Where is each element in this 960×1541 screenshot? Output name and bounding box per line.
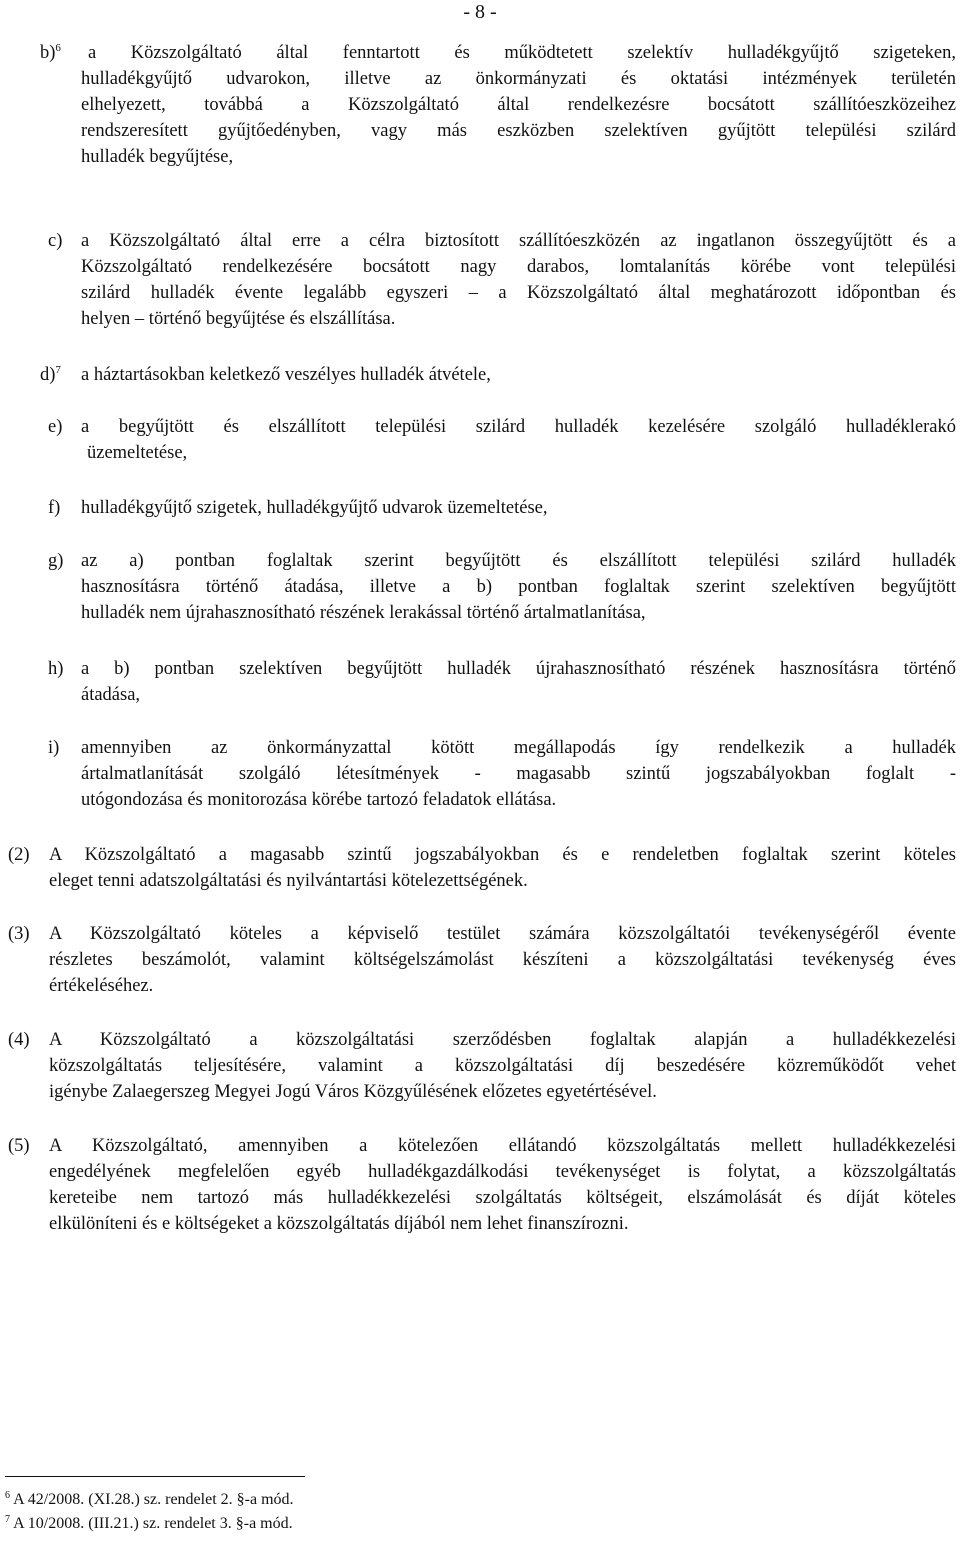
- item-b-line: elhelyezett, továbbá a Közszolgáltató által rendelkezésre bocsátott szállítóeszközeihez: [81, 95, 956, 115]
- item-b-letter: b): [40, 43, 56, 63]
- item-c-line: helyen – történő begyűjtése és elszállítása.: [81, 309, 396, 329]
- item-f-text: [81, 495, 956, 521]
- item-g-line: hulladék nem újrahasznosítható részének lerakással történő ártalmatlanítása,: [81, 603, 646, 623]
- item-e-line: a begyűjtött és elszállított települési szilárd hulladék kezelésére szolgáló hulladéklerakó: [81, 417, 956, 437]
- page-number: - 8 -: [463, 1, 497, 23]
- footnote-text: A 10/2008. (III.21.) sz. rendelet 3. §-a mód.: [13, 1515, 293, 1532]
- item-i-label: i): [48, 738, 60, 758]
- item-h-line: átadása,: [81, 685, 141, 705]
- item-e-text: [81, 414, 956, 466]
- paragraph-2-text: [49, 842, 956, 894]
- item-b-label: [40, 40, 61, 66]
- footnote-ref-6: 6: [55, 42, 61, 54]
- item-d-letter: d): [40, 365, 56, 385]
- item-g-line: az a) pontban foglaltak szerint begyűjtött és elszállított települési szilárd hulladék: [81, 551, 956, 571]
- item-g-label: g): [48, 551, 64, 571]
- footnote-ref-7: 7: [55, 364, 61, 376]
- item-c-line: a Közszolgáltató által erre a célra biztosított szállítóeszközén az ingatlanon összegyűjtött és a: [81, 231, 956, 251]
- paragraph-2-line: A Közszolgáltató a magasabb szintű jogszabályokban és e rendeletben foglaltak szerint köteles: [49, 845, 956, 865]
- footnote-separator: [5, 1476, 305, 1477]
- item-d-label: [40, 362, 61, 388]
- item-b-line: hulladék begyűjtése,: [81, 147, 234, 167]
- paragraph-4-line: igénybe Zalaegerszeg Megyei Jogú Város Közgyűlésének előzetes egyetértésével.: [49, 1082, 657, 1102]
- item-i-line: amennyiben az önkormányzattal kötött megállapodás így rendelkezik a hulladék: [81, 738, 956, 758]
- paragraph-4-line: közszolgáltatás teljesítésére, valamint a közszolgáltatási díj beszedésére közreműködőt vehet: [49, 1056, 956, 1076]
- item-h-text: [81, 656, 956, 708]
- paragraph-3-line: részletes beszámolót, valamint költségelszámolást készíteni a közszolgáltatási tevékenység éves: [49, 950, 956, 970]
- paragraph-5-label: (5): [8, 1136, 30, 1156]
- footnote-number: 6: [5, 1490, 10, 1501]
- paragraph-5-text: [49, 1133, 956, 1237]
- item-b-line: hulladékgyűjtő udvarokon, illetve az önkormányzati és oktatási intézmények területén: [81, 69, 956, 89]
- paragraph-5-line: elkülöníteni és e költségeket a közszolgáltatás díjából nem lehet finanszírozni.: [49, 1214, 629, 1234]
- item-g-text: [81, 548, 956, 626]
- paragraph-2-label: (2): [8, 845, 30, 865]
- paragraph-2-line: eleget tenni adatszolgáltatási és nyilvántartási kötelezettségének.: [49, 871, 528, 891]
- paragraph-4-text: [49, 1027, 956, 1105]
- item-e-line: üzemeltetése,: [87, 443, 188, 463]
- paragraph-4-label: (4): [8, 1030, 30, 1050]
- item-i-line: utógondozása és monitorozása körébe tartozó feladatok ellátása.: [81, 790, 557, 810]
- item-c-label: c): [48, 231, 63, 251]
- item-f-label: f): [48, 498, 61, 518]
- paragraph-5-line: engedélyének megfelelően egyéb hulladékgazdálkodási tevékenységet is folytat, a közszolgáltatás: [49, 1162, 956, 1182]
- paragraph-5-line: A Közszolgáltató, amennyiben a kötelezően ellátandó közszolgáltatás mellett hulladékkezelési: [49, 1136, 956, 1156]
- item-d-text: [81, 362, 956, 388]
- item-g-line: hasznosításra történő átadása, illetve a b) pontban foglaltak szerint szelektíven begyűjtött: [81, 577, 956, 597]
- item-b-line: rendszeresített gyűjtőedényben, vagy más eszközben szelektíven gyűjtött települési szilárd: [81, 121, 956, 141]
- item-h-line: a b) pontban szelektíven begyűjtött hulladék újrahasznosítható részének hasznosításra történő: [81, 659, 956, 679]
- item-d-line: a háztartásokban keletkező veszélyes hulladék átvétele,: [81, 365, 491, 385]
- item-i-text: [81, 735, 956, 813]
- item-i-line: ártalmatlanítását szolgáló létesítmények - magasabb szintű jogszabályokban foglalt -: [81, 764, 956, 784]
- paragraph-3-text: [49, 921, 956, 999]
- paragraph-3-line: A Közszolgáltató köteles a képviselő testület számára közszolgáltatói tevékenységéről évente: [49, 924, 956, 944]
- paragraph-3-line: értékeléséhez.: [49, 976, 154, 996]
- item-e-label: e): [48, 417, 63, 437]
- item-c-line: szilárd hulladék évente legalább egyszeri – a Közszolgáltató által meghatározott időpontban és: [81, 283, 956, 303]
- item-b-text: [81, 40, 956, 170]
- item-b-line: a Közszolgáltató által fenntartott és működtetett szelektív hulladékgyűjtő szigeteken,: [88, 43, 956, 63]
- footnote-text: A 42/2008. (XI.28.) sz. rendelet 2. §-a mód.: [13, 1491, 294, 1508]
- paragraph-4-line: A Közszolgáltató a közszolgáltatási szerződésben foglaltak alapján a hulladékkezelési: [49, 1030, 956, 1050]
- footnote-number: 7: [5, 1514, 10, 1525]
- item-h-label: h): [48, 659, 64, 679]
- paragraph-5-line: kereteibe nem tartozó más hulladékkezelési szolgáltatás költségeit, elszámolását és díját köteles: [49, 1188, 956, 1208]
- footnote-6: [5, 1490, 294, 1510]
- item-c-text: [81, 228, 956, 332]
- paragraph-3-label: (3): [8, 924, 30, 944]
- item-f-line: hulladékgyűjtő szigetek, hulladékgyűjtő udvarok üzemeltetése,: [81, 498, 548, 518]
- footnote-7: [5, 1514, 293, 1534]
- item-c-line: Közszolgáltató rendelkezésére bocsátott nagy darabos, lomtalanítás körébe vont települési: [81, 257, 956, 277]
